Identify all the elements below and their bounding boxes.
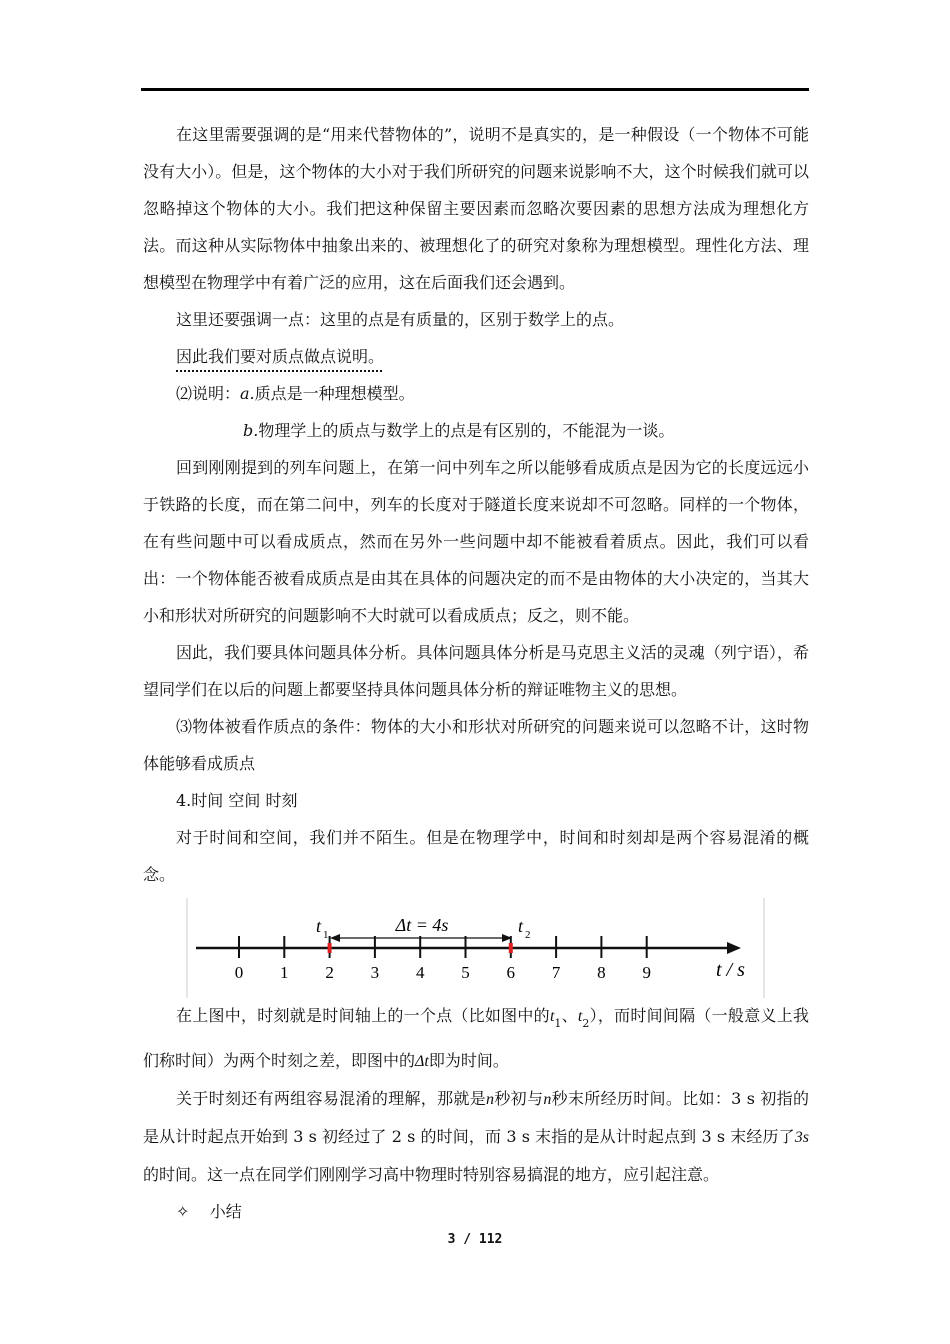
paragraph-emphasis [143,338,809,375]
note-text: 质点是一种理想模型。 [254,384,415,403]
axis-arrowhead [727,942,741,954]
t1-subscript: 1 [323,929,329,941]
paragraph [143,997,809,1080]
page-body [143,116,809,1230]
text: 秒初与 [494,1089,544,1108]
tick-label: 4 [415,963,425,982]
summary-label: 小结 [209,1202,242,1221]
text: 关于时刻还有两组容易混淆的理解，那就是 [176,1089,487,1108]
tick-label: 7 [551,963,561,982]
text: 的时间。这一点在同学们刚刚学习高中物理时特别容易搞混的地方，应引起注意。 [143,1165,720,1184]
tick-label: 1 [280,963,289,982]
text: 秒末所经历时间。比如：3 s 初指的是从计时起点开始到 3 s 初经过了 2 s 的时间，而 3 s 末指的是从计时起点到 3 s 末经历了 [143,1089,809,1146]
emphasized-text: 因此我们要对质点做点说明。 [176,347,385,366]
paragraph: 对于时间和空间，我们并不陌生。但是在物理学中，时间和时刻却是两个容易混淆的概念。 [143,828,809,884]
tick-label: 2 [325,963,334,982]
math-n: n [486,1091,495,1108]
paragraph: 在这里需要强调的是“用来代替物体的”，说明不是真实的，是一种假设（一个物体不可能没有大小）。但是，这个物体的大小对于我们所研究的问题来说影响不大，这个时候我们就可以忽略掉这个物体的大小。我们把这种保留主要因素而忽略次要因素的思想方法成为理想化方法。而这种从实际物体中抽象出来的、被理想化了的研究对象称为理想模型。理性化方法、理想模型在物理学中有着广泛的应用，这在后面我们还会遇到。 [143,125,809,292]
note-a [143,375,809,412]
interval-label: Δt = 4s [395,915,449,935]
t2-subscript: 2 [525,929,531,941]
tick-label: 3 [370,963,380,982]
page-number: 3 / 112 [447,1232,503,1247]
interval-arrow-left [330,934,340,942]
text: 即为时间。 [428,1051,509,1070]
note-text: 物理学上的质点与数学上的点是有区别的，不能混为一谈。 [258,421,675,440]
math-n: n [543,1091,552,1108]
time-axis-diagram [186,898,766,998]
text: 、 [561,1006,578,1025]
note-b [143,412,809,449]
moment-marker [328,943,332,953]
t1-label: t [316,916,322,936]
axis-unit-label: t / s [716,959,745,981]
text: ），而时间间隔（一般意义上我们称时间）为两个时刻之差，即图中的 [143,1006,809,1070]
tick-label: 9 [642,963,651,982]
tick-label: 8 [597,963,606,982]
subscript: 2 [582,1017,590,1030]
tick-label: 0 [234,963,244,982]
note-marker: a. [240,384,255,403]
note-marker: b. [243,421,259,440]
paragraph: ⑶物体被看作质点的条件：物体的大小和形状对所研究的问题来说可以忽略不计，这时物体能够看成质点 [143,717,809,773]
tick-label: 5 [461,963,470,982]
paragraph: 因此，我们要具体问题具体分析。具体问题具体分析是马克思主义活的灵魂（列宁语），希望同学们在以后的问题上都要坚持具体问题具体分析的辩证唯物主义的思想。 [143,643,809,699]
tick-label: 6 [506,963,516,982]
math-t: t [577,1008,583,1025]
paragraph: 回到刚刚提到的列车问题上，在第一问中列车之所以能够看成质点是因为它的长度远远小于铁路的长度，而在第二问中，列车的长度对于隧道长度来说却不可忽略。同样的一个物体，在有些问题中可以看成质点，然而在另外一些问题中却不能被看着质点。因此，我们可以看出：一个物体能否被看成质点是由其在具体的问题决定的而不是由物体的大小决定的，当其大小和形状对所研究的问题影响不大时就可以看成质点；反之，则不能。 [143,458,809,625]
summary-heading [143,1193,809,1230]
math-t: t [549,1008,555,1025]
math-3s: 3s [794,1129,809,1146]
section-heading: 4.时间 空间 时刻 [176,791,298,810]
t2-label: t [518,916,524,936]
note-label: ⑵说明： [176,384,241,403]
subscript: 1 [554,1017,562,1030]
text: 在上图中，时刻就是时间轴上的一个点（比如图中的 [176,1006,550,1025]
moment-marker [509,943,513,953]
math-delta-t: Δt [415,1053,429,1070]
header-rule [141,88,809,91]
paragraph: 这里还要强调一点：这里的点是有质量的，区别于数学上的点。 [176,310,625,329]
tick-group [235,936,651,982]
diamond-star-icon: ✧ [176,1202,190,1221]
paragraph [143,1080,809,1193]
